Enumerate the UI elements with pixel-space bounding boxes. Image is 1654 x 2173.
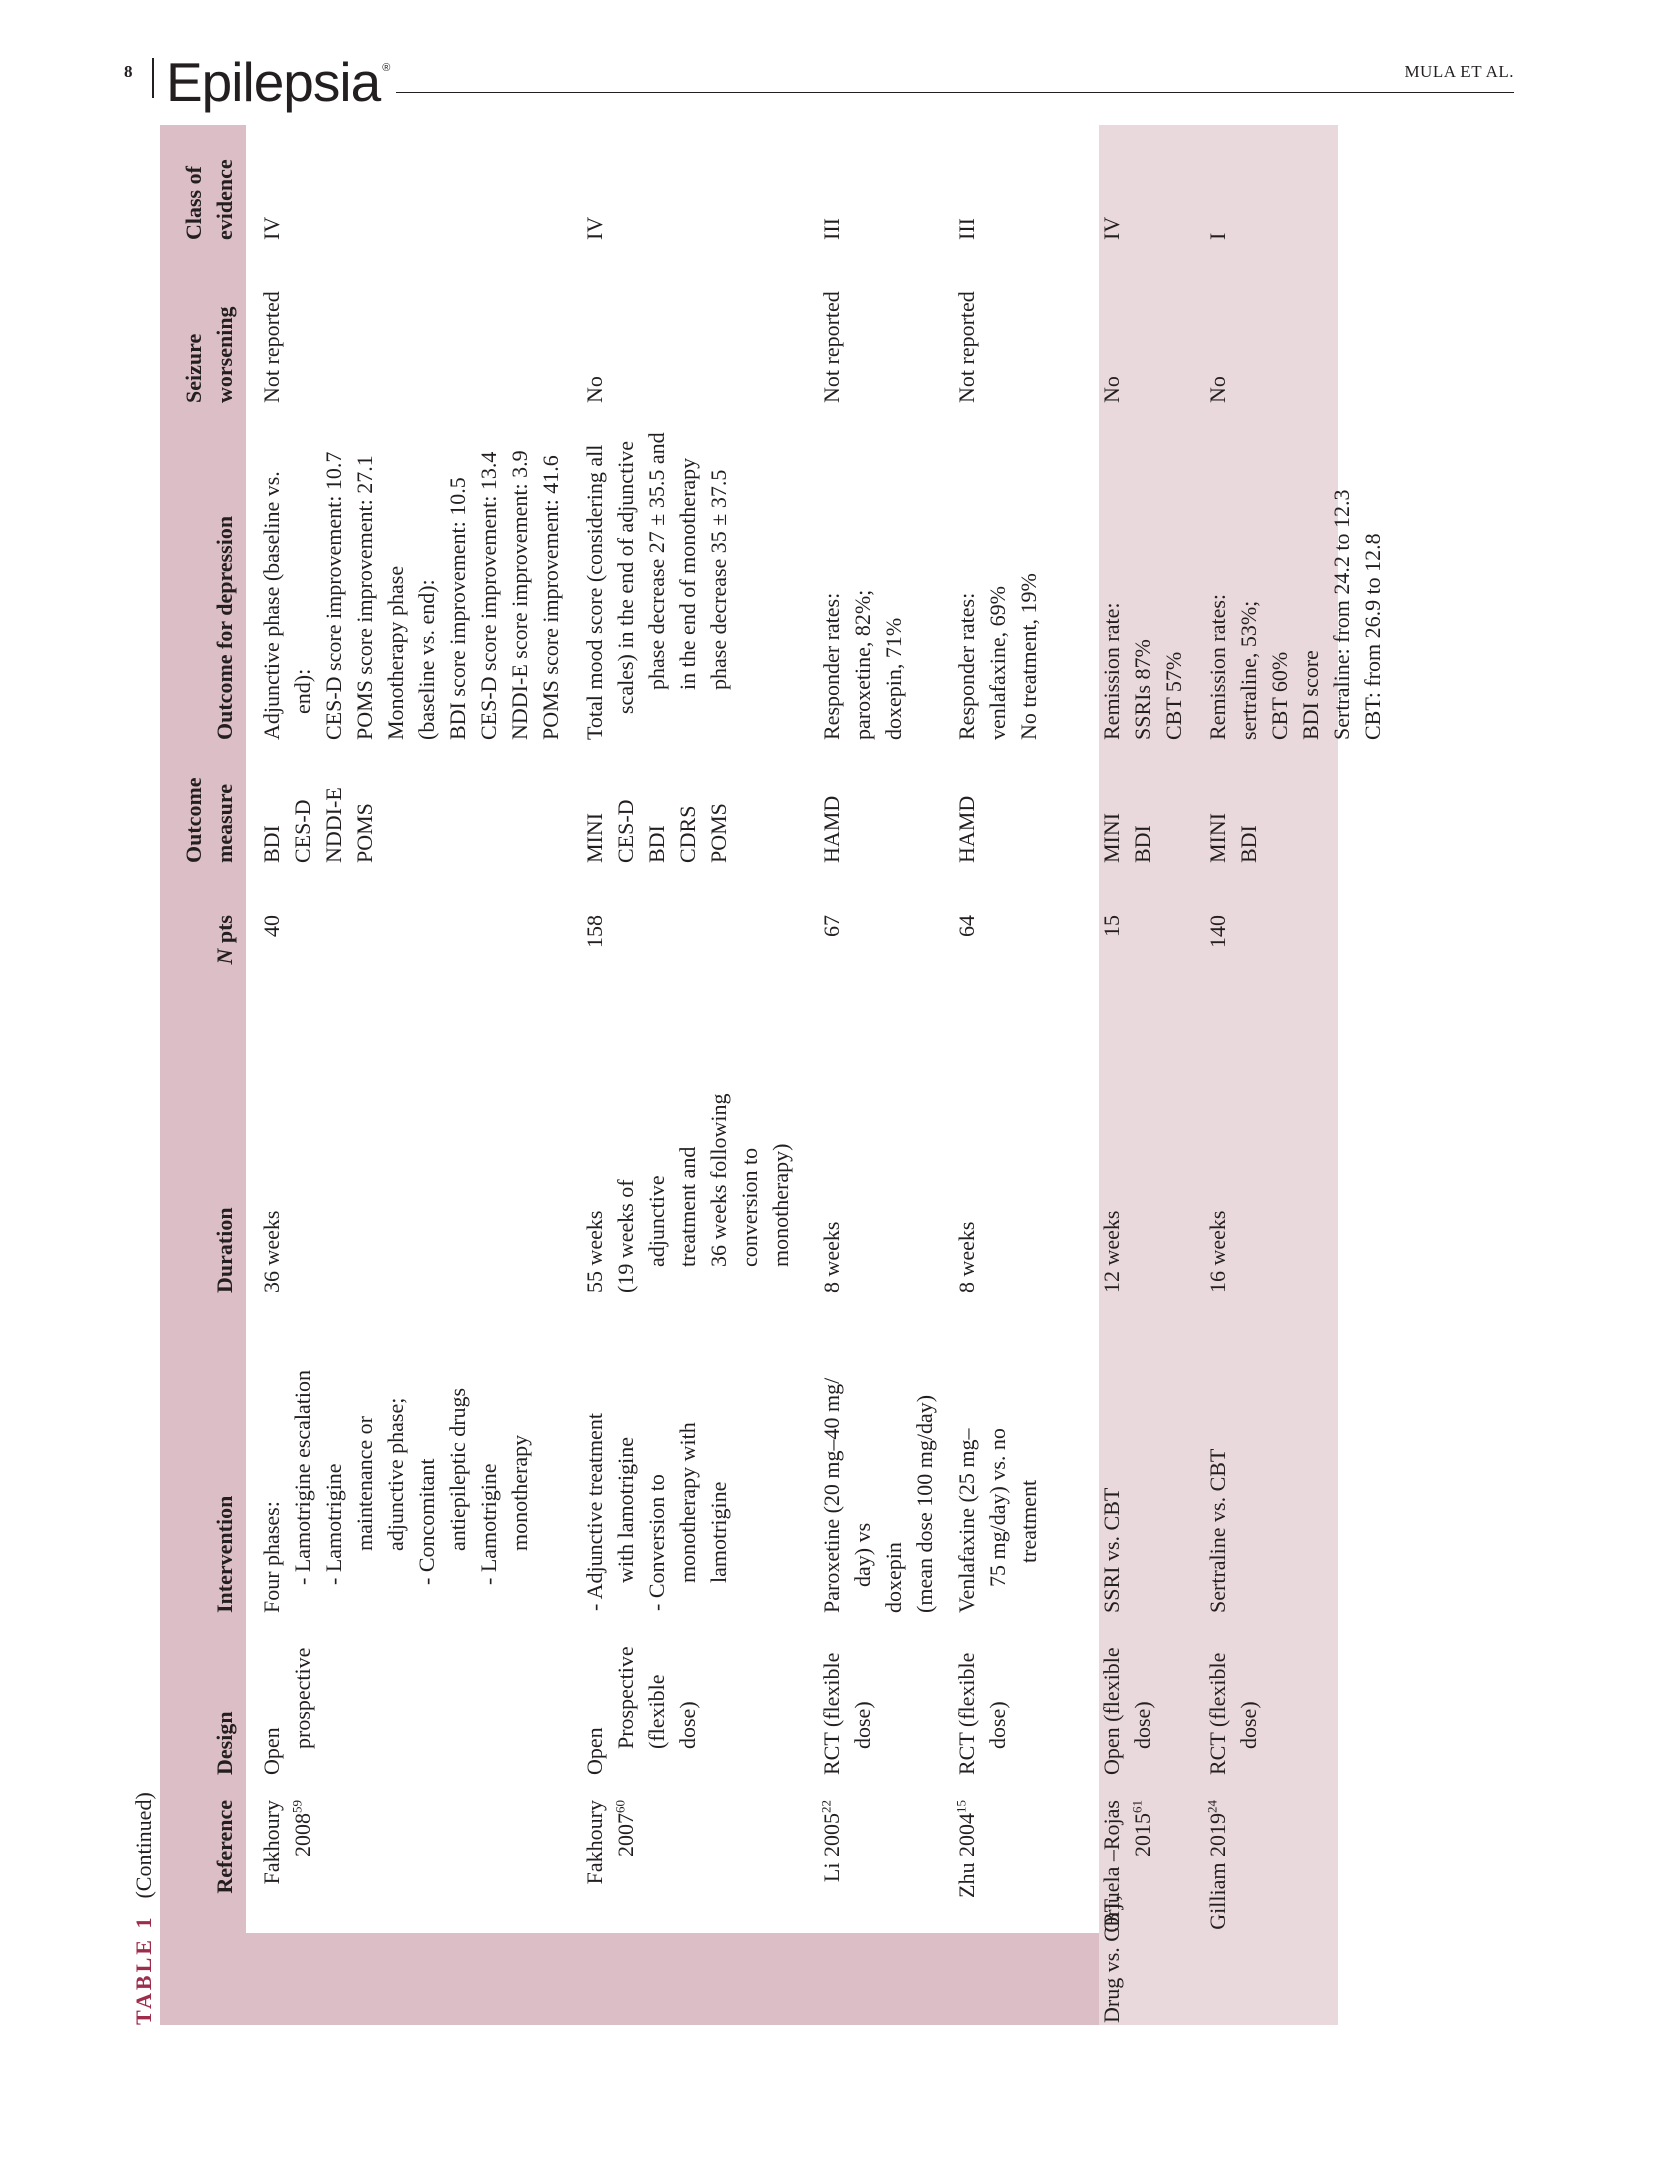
- rotated-table-page: [124, 125, 1385, 2025]
- measure-line: POMS: [706, 803, 731, 863]
- header-seizure-line2: worsening: [212, 306, 237, 403]
- design-line: dose): [985, 1701, 1010, 1749]
- cell-seizure-worsening: No: [1205, 376, 1230, 403]
- outcome-line: NDDI-E score improvement: 3.9: [507, 450, 532, 740]
- cell-outcome-depression: [1202, 489, 1388, 740]
- measure-line: NDDI-E: [321, 787, 346, 863]
- reference-citation: 61: [1129, 1800, 1145, 1813]
- intervention-line: - Adjunctive treatment: [582, 1413, 607, 1611]
- duration-line: 36 weeks: [259, 1210, 284, 1293]
- outcome-line: Responder rates:: [954, 592, 979, 740]
- cell-npts: 140: [1205, 915, 1230, 948]
- cell-intervention: [1096, 1488, 1127, 1613]
- measure-line: BDI: [644, 825, 669, 863]
- intervention-line: monotherapy: [507, 1434, 532, 1551]
- header-intervention: Intervention: [212, 1495, 237, 1613]
- outcome-line: venlafaxine, 69%: [985, 586, 1010, 740]
- outcome-line: Remission rate:: [1099, 602, 1124, 740]
- cell-duration: [256, 1211, 287, 1293]
- cell-seizure-worsening: Not reported: [259, 291, 284, 403]
- cell-outcome-measure: [951, 796, 982, 863]
- duration-line: 36 weeks following: [706, 1093, 731, 1267]
- design-line: (flexible: [644, 1674, 669, 1749]
- reference-year: 2007: [613, 1813, 638, 1857]
- header-class-of-evidence: [178, 159, 240, 240]
- outcome-line: CBT: from 26.9 to 12.8: [1360, 533, 1385, 740]
- measure-line: HAMD: [819, 795, 844, 863]
- intervention-line: doxepin: [881, 1542, 906, 1613]
- header-outcome-measure-line1: Outcome: [181, 777, 206, 863]
- intervention-line: adjunctive phase;: [383, 1397, 408, 1551]
- measure-line: POMS: [352, 803, 377, 863]
- measure-line: CES-D: [290, 799, 315, 863]
- measure-line: HAMD: [954, 795, 979, 863]
- outcome-line: Remission rates:: [1205, 593, 1230, 740]
- outcome-line: Responder rates:: [819, 592, 844, 740]
- cell-duration: [816, 1222, 847, 1293]
- header-reference: Reference: [212, 1800, 237, 1894]
- intervention-line: monotherapy with: [675, 1422, 700, 1583]
- measure-line: BDI: [1130, 825, 1155, 863]
- header-class-line2: evidence: [212, 159, 237, 240]
- intervention-line: Four phases:: [259, 1501, 284, 1613]
- intervention-line: Venlafaxine (25 mg–: [954, 1428, 979, 1613]
- reference-citation: 22: [818, 1800, 834, 1813]
- reference-author: Li 2005: [819, 1813, 844, 1883]
- outcome-line: doxepin, 71%: [881, 617, 906, 740]
- cell-reference: [816, 1800, 847, 1980]
- cell-reference: [1096, 1800, 1158, 1985]
- outcome-line: CBT 60%: [1267, 651, 1292, 740]
- registered-mark: ®: [382, 62, 390, 74]
- cell-intervention: [1202, 1449, 1233, 1613]
- cell-npts: 40: [259, 915, 284, 937]
- outcome-line: POMS score improvement: 27.1: [352, 455, 377, 740]
- reference-citation: 15: [953, 1800, 969, 1813]
- outcome-line: POMS score improvement: 41.6: [538, 455, 563, 740]
- measure-line: BDI: [259, 825, 284, 863]
- design-line: Prospective: [613, 1646, 638, 1749]
- intervention-line: treatment: [1016, 1479, 1041, 1563]
- cell-intervention: [951, 1428, 1044, 1613]
- cell-seizure-worsening: Not reported: [954, 291, 979, 403]
- intervention-line: Sertraline vs. CBT: [1205, 1448, 1230, 1613]
- design-line: dose): [1130, 1701, 1155, 1749]
- intervention-line: - Lamotrigine escalation: [290, 1369, 315, 1585]
- design-line: Open (flexible: [1099, 1647, 1124, 1775]
- header-design: Design: [212, 1711, 237, 1775]
- intervention-line: SSRI vs. CBT: [1099, 1487, 1124, 1613]
- header-npts: [209, 915, 240, 1025]
- page-number-divider: [152, 58, 154, 98]
- cell-design: [579, 1646, 703, 1775]
- outcome-line: scales) in the end of adjunctive: [613, 440, 638, 714]
- outcome-line: SSRIs 87%: [1130, 639, 1155, 740]
- cell-npts: 64: [954, 915, 979, 937]
- cell-class-of-evidence: III: [954, 218, 979, 240]
- cell-reference: [579, 1800, 641, 1980]
- cell-design: [256, 1648, 318, 1775]
- cell-outcome-measure: [256, 787, 380, 863]
- measure-line: MINI: [1205, 812, 1230, 863]
- cell-class-of-evidence: IV: [582, 216, 607, 240]
- duration-line: adjunctive: [644, 1175, 669, 1267]
- measure-line: CES-D: [613, 799, 638, 863]
- table-continued: (Continued): [130, 1792, 156, 1899]
- outcome-line: Total mood score (considering all: [582, 444, 607, 740]
- outcome-line: CBT 57%: [1161, 651, 1186, 740]
- duration-line: monotherapy): [768, 1143, 793, 1267]
- duration-line: 55 weeks: [582, 1210, 607, 1293]
- intervention-line: - Conversion to: [644, 1474, 669, 1611]
- intervention-line: Paroxetine (20 mg–40 mg/: [819, 1377, 844, 1613]
- intervention-line: (mean dose 100 mg/day): [912, 1394, 937, 1613]
- outcome-line: in the end of monotherapy: [675, 457, 700, 690]
- table-label: TABLE 1: [130, 1914, 156, 2025]
- cell-design: [1202, 1653, 1264, 1775]
- design-line: RCT (flexible: [1205, 1652, 1230, 1775]
- measure-line: CDRS: [675, 805, 700, 863]
- design-line: dose): [675, 1701, 700, 1749]
- cell-class-of-evidence: I: [1205, 232, 1230, 240]
- cell-duration: [951, 1222, 982, 1293]
- outcome-line: BDI score: [1298, 650, 1323, 740]
- cell-reference: [1202, 1800, 1233, 1985]
- measure-line: BDI: [1236, 825, 1261, 863]
- measure-line: MINI: [1099, 812, 1124, 863]
- cell-outcome-measure: [1096, 813, 1158, 863]
- design-line: RCT (flexible: [954, 1652, 979, 1775]
- intervention-line: 75 mg/day) vs. no: [985, 1428, 1010, 1587]
- cell-outcome-depression: [1096, 603, 1189, 740]
- header-class-line1: Class of: [181, 166, 206, 240]
- cell-npts: 158: [582, 915, 607, 948]
- cell-reference: [256, 1800, 318, 1980]
- cell-npts: 15: [1099, 915, 1124, 937]
- outcome-line: sertraline, 53%;: [1236, 600, 1261, 740]
- cell-outcome-depression: [951, 573, 1044, 740]
- header-seizure-line1: Seizure: [181, 333, 206, 403]
- duration-line: 16 weeks: [1205, 1210, 1230, 1293]
- header-outcome-measure: [178, 777, 240, 863]
- design-line: Open: [582, 1727, 607, 1775]
- cell-duration: [579, 1093, 796, 1293]
- duration-line: conversion to: [737, 1147, 762, 1267]
- reference-author: Fakhoury: [582, 1800, 607, 1885]
- table-body: [246, 125, 1385, 2025]
- cell-outcome-depression: [256, 450, 566, 740]
- cell-outcome-measure: [816, 796, 847, 863]
- cell-reference: [951, 1800, 982, 1980]
- reference-citation: 59: [289, 1800, 305, 1813]
- header-rule: [396, 92, 1514, 93]
- cell-seizure-worsening: No: [582, 376, 607, 403]
- outcome-line: Adjunctive phase (baseline vs.: [259, 471, 284, 740]
- reference-author: Gilliam 2019: [1205, 1813, 1230, 1930]
- design-line: RCT (flexible: [819, 1652, 844, 1775]
- outcome-line: (baseline vs. end):: [414, 579, 439, 740]
- cell-intervention: [579, 1413, 734, 1613]
- cell-duration: [1096, 1211, 1127, 1293]
- cell-duration: [1202, 1211, 1233, 1293]
- cell-class-of-evidence: III: [819, 218, 844, 240]
- cell-intervention: [256, 1370, 535, 1613]
- table-header: [160, 125, 246, 2025]
- outcome-line: end):: [290, 668, 315, 714]
- reference-author: Zhu 2004: [954, 1813, 979, 1898]
- measure-line: MINI: [582, 812, 607, 863]
- design-line: dose): [1236, 1701, 1261, 1749]
- header-npts-text: pts: [212, 915, 237, 949]
- intervention-line: antiepileptic drugs: [445, 1387, 470, 1551]
- header-outcome-depression: Outcome for depression: [212, 515, 237, 740]
- outcome-line: phase decrease 27 ± 35.5 and: [644, 432, 669, 690]
- reference-author: Fakhoury: [259, 1800, 284, 1885]
- cell-outcome-measure: [579, 799, 734, 863]
- header-duration: Duration: [212, 1207, 237, 1293]
- outcome-line: BDI score improvement: 10.5: [445, 477, 470, 740]
- intervention-line: - Lamotrigine: [321, 1463, 346, 1585]
- design-line: Open: [259, 1727, 284, 1775]
- table-caption: [124, 1792, 162, 2025]
- design-line: dose): [850, 1701, 875, 1749]
- running-head: MULA ET AL.: [1404, 62, 1514, 81]
- cell-outcome-depression: [579, 432, 734, 740]
- intervention-line: - Concomitant: [414, 1458, 439, 1585]
- outcome-line: Monotherapy phase: [383, 565, 408, 740]
- duration-line: 8 weeks: [819, 1221, 844, 1293]
- design-line: prospective: [290, 1647, 315, 1749]
- outcome-line: phase decrease 35 ± 37.5: [706, 469, 731, 690]
- journal-title: [166, 52, 389, 112]
- outcome-line: CES-D score improvement: 10.7: [321, 451, 346, 740]
- header-seizure-worsening: [178, 306, 240, 403]
- header-npts-n: N: [212, 948, 237, 965]
- header-outcome-measure-line2: measure: [212, 783, 237, 863]
- duration-line: treatment and: [675, 1146, 700, 1267]
- intervention-line: maintenance or: [352, 1416, 377, 1551]
- cell-design: [951, 1653, 1013, 1775]
- cell-npts: 67: [819, 915, 844, 937]
- cell-intervention: [816, 1378, 940, 1613]
- intervention-line: - Lamotrigine: [476, 1463, 501, 1585]
- cell-outcome-depression: [816, 590, 909, 740]
- outcome-line: paroxetine, 82%;: [850, 589, 875, 740]
- reference-year: 2008: [290, 1813, 315, 1857]
- cell-seizure-worsening: No: [1099, 376, 1124, 403]
- cell-class-of-evidence: IV: [259, 216, 284, 240]
- outcome-line: CES-D score improvement: 13.4: [476, 451, 501, 740]
- intervention-line: lamotrigine: [706, 1481, 731, 1583]
- cell-seizure-worsening: Not reported: [819, 291, 844, 403]
- evidence-table: [160, 125, 1385, 2025]
- duration-line: (19 weeks of: [613, 1179, 638, 1293]
- outcome-line: No treatment, 19%: [1016, 573, 1041, 740]
- duration-line: 12 weeks: [1099, 1210, 1124, 1293]
- reference-year: 2015: [1130, 1813, 1155, 1857]
- intervention-line: with lamotrigine: [613, 1436, 638, 1583]
- cell-design: [816, 1653, 878, 1775]
- outcome-line: Sertraline: from 24.2 to 12.3: [1329, 489, 1354, 740]
- cell-class-of-evidence: IV: [1099, 216, 1124, 240]
- cell-design: [1096, 1647, 1158, 1775]
- reference-author: Orjuela –Rojas: [1099, 1800, 1124, 1933]
- duration-line: 8 weeks: [954, 1221, 979, 1293]
- reference-citation: 24: [1204, 1800, 1220, 1813]
- reference-citation: 60: [612, 1800, 628, 1813]
- journal-name: Epilepsia: [166, 51, 381, 113]
- page-number: 8: [124, 62, 133, 81]
- intervention-line: day) vs: [850, 1522, 875, 1587]
- cell-group: Drug vs. CBT,: [1099, 1895, 1124, 2023]
- cell-outcome-measure: [1202, 813, 1264, 863]
